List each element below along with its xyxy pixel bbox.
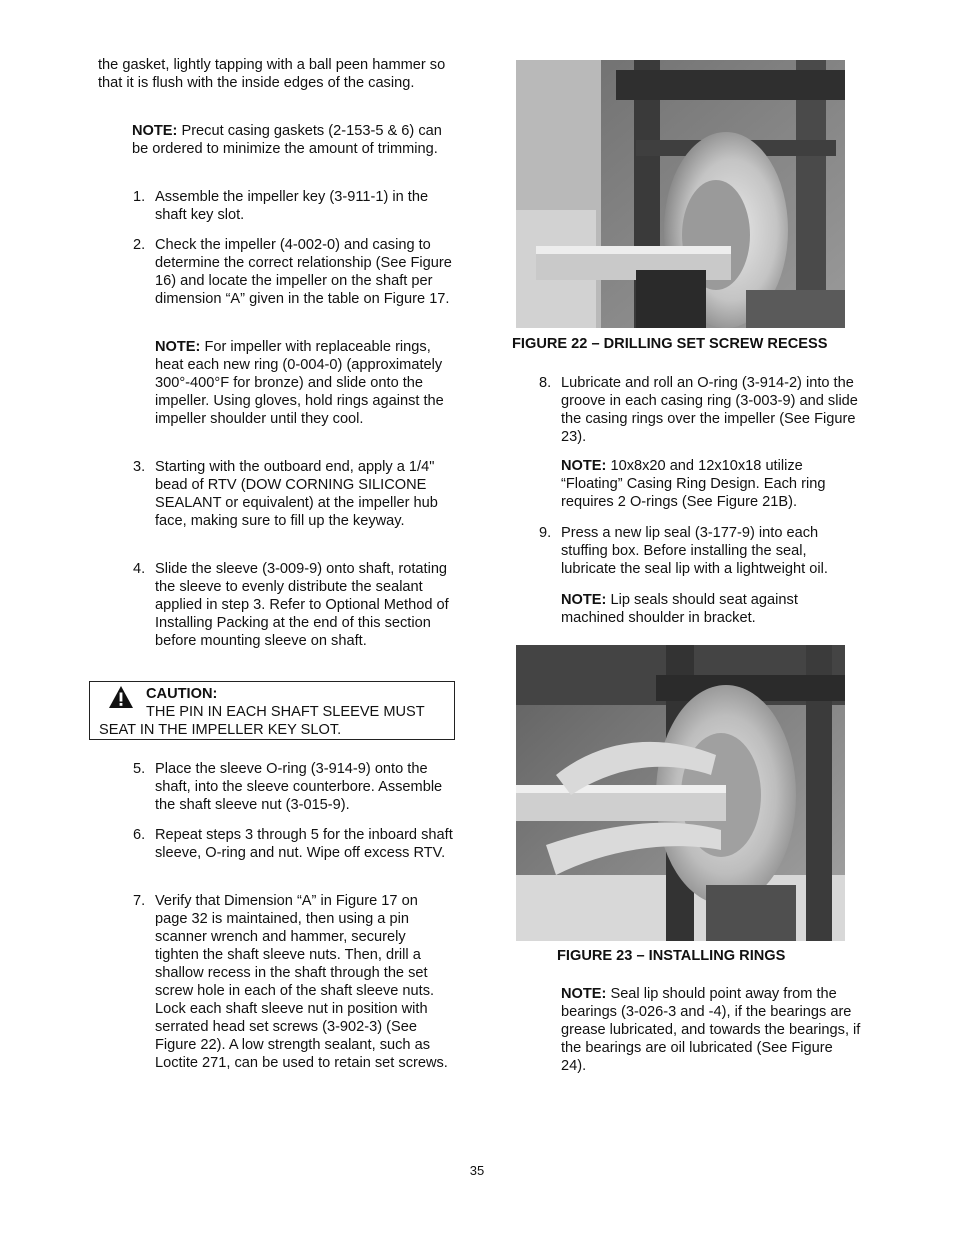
note-text: Seal lip should point away from the bearings (3-026-3 and -4), if the bearings are grease lubricated, and towards the bearings, if the bearings are oil lubricated (See Figure 24). [561,986,861,1074]
note-text: Lip seals should seat against machined shoulder in bracket. [561,592,798,626]
figure-22-photo [516,60,845,328]
step-text: Place the sleeve O-ring (3-914-9) onto the shaft, into the sleeve counterbore. Assemble the shaft sleeve nut (3-015-9). [155,761,443,813]
note-seal-lip-direction [561,985,861,1075]
note-floating-ring [561,457,861,511]
figure-22-caption: FIGURE 22 – DRILLING SET SCREW RECESS [512,336,828,352]
step-text: Assemble the impeller key (3-911-1) in the shaft key slot. [155,189,429,223]
note-replaceable-rings [155,338,455,428]
step-number: 8. [539,375,552,391]
warning-triangle-icon [108,685,134,709]
note-precut-gaskets [132,122,452,158]
caution-line-2: SEAT IN THE IMPELLER KEY SLOT. [99,722,342,738]
drilling-photo-illustration [516,60,845,328]
note-label: NOTE: [155,339,201,355]
note-text: For impeller with replaceable rings, heat each new ring (0-004-0) (approximately 300°-400°F for bronze) and slide onto the impeller. Using gloves, hold rings against the impeller shoulder until they cool. [155,339,444,427]
note-text: 10x8x20 and 12x10x18 utilize “Floating” Casing Ring Design. Each ring requires 2 O-rings (See Figure 21B). [561,458,826,510]
step-text: Check the impeller (4-002-0) and casing to determine the correct relationship (See Figure 16) and locate the impeller on the shaft per dimension “A” given in the table on Figure 17. [155,237,452,307]
note-text: Precut casing gaskets (2-153-5 & 6) can be ordered to minimize the amount of trimming. [132,123,442,157]
step-text: Press a new lip seal (3-177-9) into each stuffing box. Before installing the seal, lubricate the seal lip with a lightweight oil. [561,525,828,577]
step-number: 6. [133,827,146,843]
step-number: 9. [539,525,552,541]
note-lip-seals [561,591,861,627]
figure-23-photo [516,645,845,941]
note-label: NOTE: [561,458,607,474]
step-text: Starting with the outboard end, apply a 1/4" bead of RTV (DOW CORNING SILICONE SEALANT or equivalent) at the impeller hub face, making sure to fill up the keyway. [155,459,438,529]
note-label: NOTE: [561,592,607,608]
step-number: 4. [133,561,146,577]
note-label: NOTE: [561,986,607,1002]
page-number: 35 [469,1163,485,1178]
installing-rings-photo-illustration [516,645,845,941]
step-number: 2. [133,237,146,253]
caution-line-1: THE PIN IN EACH SHAFT SLEEVE MUST [146,704,425,720]
step-text: Slide the sleeve (3-009-9) onto shaft, rotating the sleeve to evenly distribute the sealant applied in step 3. Refer to Optional Method of Installing Packing at the end of this section before mounting sleeve on shaft. [155,561,449,649]
step-text: Repeat steps 3 through 5 for the inboard shaft sleeve, O-ring and nut. Wipe off excess RTV. [155,827,453,861]
step-number: 7. [133,893,146,909]
caution-box [89,681,455,740]
note-label: NOTE: [132,123,178,139]
step-number: 1. [133,189,146,205]
intro-paragraph: the gasket, lightly tapping with a ball peen hammer so that it is flush with the inside edges of the casing. [98,57,446,91]
figure-23-caption: FIGURE 23 – INSTALLING RINGS [557,948,786,964]
step-text: Verify that Dimension “A” in Figure 17 on page 32 is maintained, then using a pin scanner wrench and hammer, securely tighten the shaft sleeve nuts. Then, drill a shallow recess in the shaft through the set screw hole in each of the shaft sleeve nuts. Lock each shaft sleeve nut in position with serrated head set screws (3-902-3) (See Figure 22). A low strength sealant, such as Loctite 271, can be used to retain set screws. [155,893,448,1071]
step-number: 5. [133,761,146,777]
step-text: Lubricate and roll an O-ring (3-914-2) into the groove in each casing ring (3-003-9) and slide the casing rings over the impeller (See Figure 23). [561,375,858,445]
step-number: 3. [133,459,146,475]
caution-title: CAUTION: [146,686,218,702]
